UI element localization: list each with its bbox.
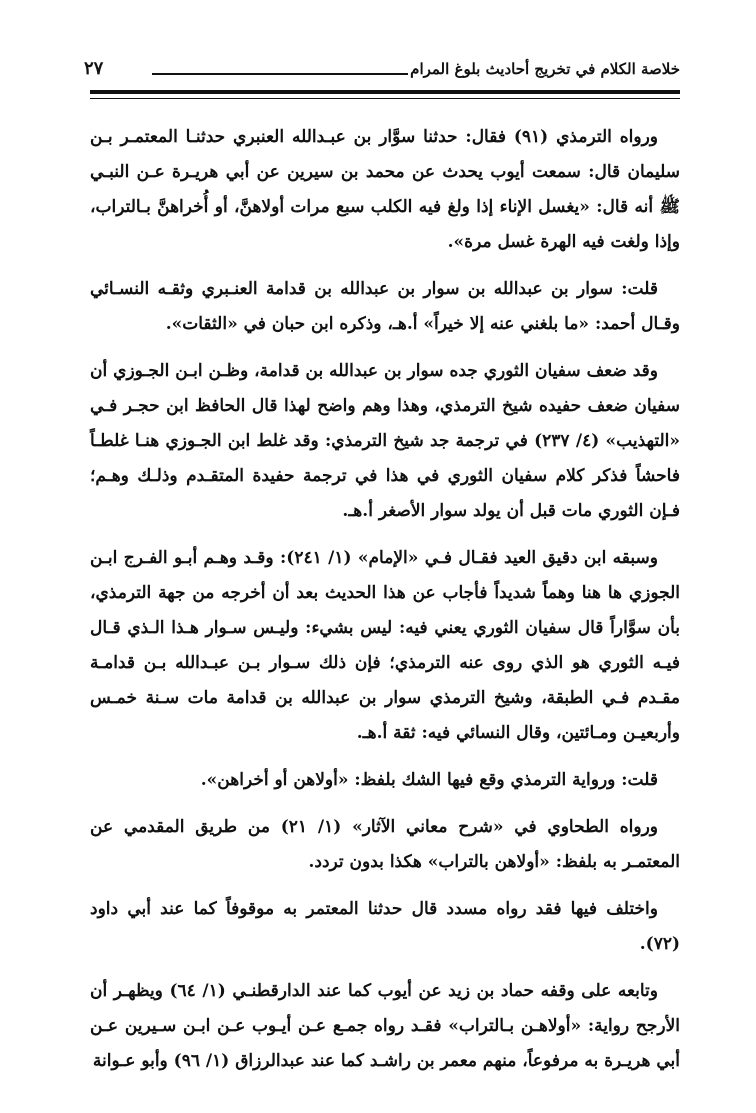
paragraph: ورواه الترمذي (٩١) فقال: حدثنا سوَّار بن عبـدالله العنبري حدثنـا المعتمـر بـن سليمان قال: سمعت أيوب يحدث عن محمد بن سيرين عن أبي هريـرة عـن النبـي ﷺ أنه قال: «يغسل الإناء إذا ولغ فيه الكلب سبع مرات أولاهنَّ، أو أُخراهنَّ بـالتراب، وإذا ولغت فيه الهرة غسل مرة». (90, 127, 680, 252)
paragraph: واختلف فيها فقد رواه مسدد قال حدثنا المعتمر به موقوفاً كما عند أبي داود (٧٢). (90, 899, 680, 954)
paragraph: ورواه الطحاوي في «شرح معاني الآثار» (١/ ٢١) من طريق المقدمي عن المعتمـر به بلفظ: «أولاهن بالتراب» هكذا بدون تردد. (90, 817, 680, 872)
paragraph: وسبقه ابن دقيق العيد فقـال فـي «الإمام» (١/ ٢٤١): وقـد وهـم أبـو الفـرج ابـن الجوزي ها هنا وهماً شديداً فأجاب عن هذا الحديث بعد أن أخرجه من جهة الترمذي، بأن سوَّاراً قال سفيان الثوري يعني فيه: ليس بشيء: وليـس سـوار هـذا الـذي قـال فيـه الثوري هو الذي روى عنه الترمذي؛ فإن ذلك سـوار بـن عبـدالله بـن قدامـة مقـدم فـي الطبقة، وشيخ الترمذي سوار بن عبدالله بن قدامة مات سـنة خمـس وأربعيـن ومـائتين، وقال النسائي فيه: ثقة أ.هـ. (90, 548, 680, 743)
paragraph: قلت: ورواية الترمذي وقع فيها الشك بلفظ: «أولاهن أو أخراهن». (200, 770, 658, 790)
header-line (152, 73, 408, 75)
header-rule-thick (90, 90, 680, 94)
page-header (74, 58, 680, 84)
paragraph: قلت: سوار بن عبدالله بن سوار بن عبدالله بن قدامة العنـبري وثقـه النسـائي وقـال أحمد: «ما بلغني عنه إلا خيراً» أ.هـ، وذكره ابن حبان في «الثقات». (90, 279, 680, 334)
page-body (90, 120, 680, 1091)
header-rule-thin (90, 98, 680, 99)
page-number: ٢٧ (84, 58, 104, 79)
paragraph: وقد ضعف سفيان الثوري جده سوار بن عبدالله بن قدامة، وظـن ابـن الجـوزي أن سفيان ضعف حفيده شيخ الترمذي، وهذا وهم واضح لهذا قال الحافظ ابن حجـر فـي «التهذيب» (٤/ ٢٣٧) في ترجمة جد شيخ الترمذي: وقد غلط ابن الجـوزي هنـا غلطـاً فاحشاً فذكر كلام سفيان الثوري في هذا في ترجمة حفيدة المتقـدم وذلـك وهـم؛ فـإن الثوري مات قبل أن يولد سوار الأصغر أ.هـ. (90, 361, 680, 521)
running-title: خلاصة الكلام في تخريج أحاديث بلوغ المرام (410, 60, 680, 78)
paragraph: وتابعه على وقفه حماد بن زيد عن أيوب كما عند الدارقطنـي (١/ ٦٤) ويظهـر أن الأرجح رواية: «أولاهـن بـالتراب» فقـد رواه جمـع عـن أيـوب عـن ابـن سـيرين عـن أبي هريـرة به مرفوعاً، منهم معمر بن راشـد كما عند عبدالرزاق (١/ ٩٦) وأبو عـوانة (90, 981, 680, 1071)
